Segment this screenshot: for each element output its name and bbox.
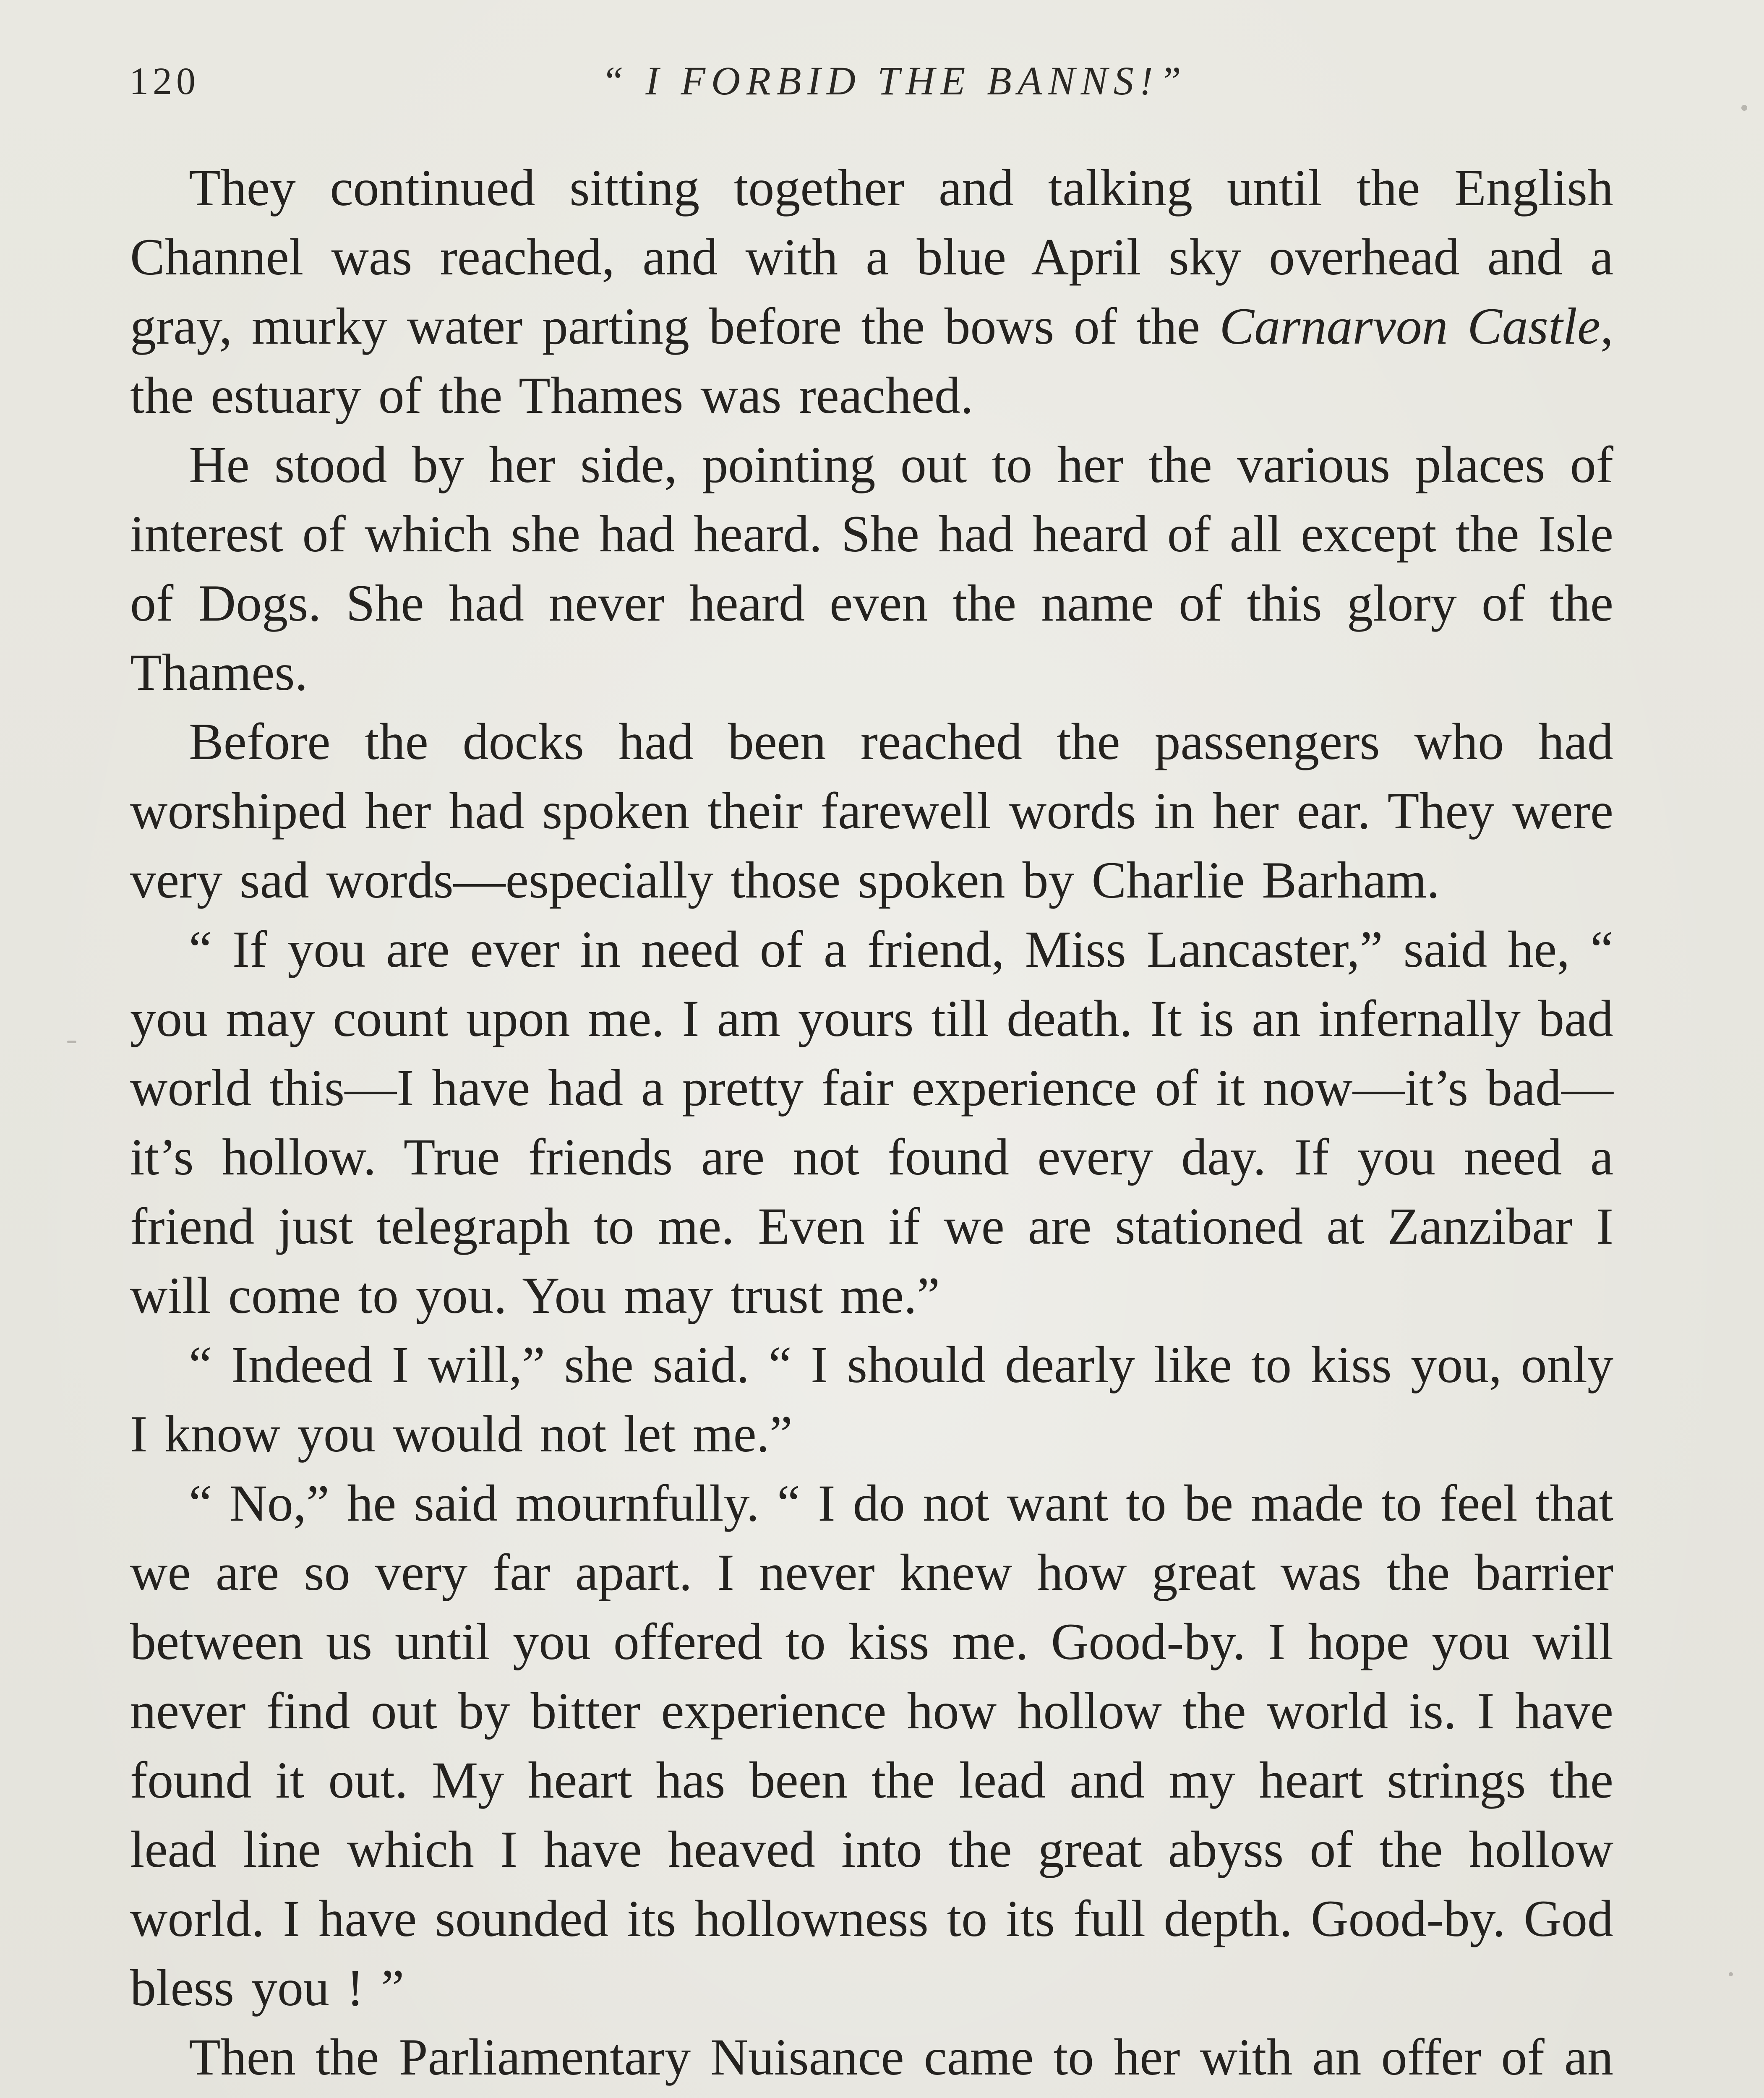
running-head xyxy=(129,58,1626,104)
paragraph-1: They continued sitting together and talking until the English Channel was reached, and with a blue April sky overhead and a gray, murky water parting before the bows of the Carnarvon Castle, the estuary of the Thames was reached. xyxy=(130,159,1613,424)
paragraph-6: “ No,” he said mournfully. “ I do not want to be made to feel that we are so very far apart. I never knew how great was the barrier between us until you offered to kiss me. Good-by. I hope you will never find out by bitter experience how hollow the world is. I have found it out. My heart has been the lead and my heart strings the lead line which I have heaved into the great abyss of the hollow world. I have sounded its hollowness to its full depth. Good-by. God bless you ! ” xyxy=(130,1474,1613,2017)
paper-speck xyxy=(67,1041,76,1043)
paragraph-7: Then the Parliamentary Nuisance came to her with an offer of an xyxy=(189,2028,1613,2086)
paragraph-2: He stood by her side, pointing out to her the various places of interest of which she had heard. She had heard of all except the Isle of Dogs. She had never heard even the name of this glory of the Thames. xyxy=(130,436,1613,701)
ship-name: Carnarvon Castle xyxy=(1219,297,1600,355)
paper-speck xyxy=(1741,105,1747,111)
chapter-title: “ I FORBID THE BANNS!” xyxy=(601,58,1187,103)
paper-speck xyxy=(1729,1972,1733,1976)
body-text xyxy=(130,153,1613,2098)
paragraph-5: “ Indeed I will,” she said. “ I should dearly like to kiss you, only I know you would not let me.” xyxy=(130,1336,1613,1463)
paragraph-4: “ If you are ever in need of a friend, Miss Lancaster,” said he, “ you may count upon me. I am yours till death. It is an infernally bad world this—I have had a pretty fair experience of it now—it’s bad—it’s hollow. True friends are not found every day. If you need a friend just telegraph to me. Even if we are stationed at Zanzibar I will come to you. You may trust me.” xyxy=(130,921,1613,1324)
paragraph-3: Before the docks had been reached the passengers who had worshiped her had spoken their farewell words in her ear. They were very sad words—especially those spoken by Charlie Barham. xyxy=(130,713,1613,909)
page-number: 120 xyxy=(129,60,200,102)
